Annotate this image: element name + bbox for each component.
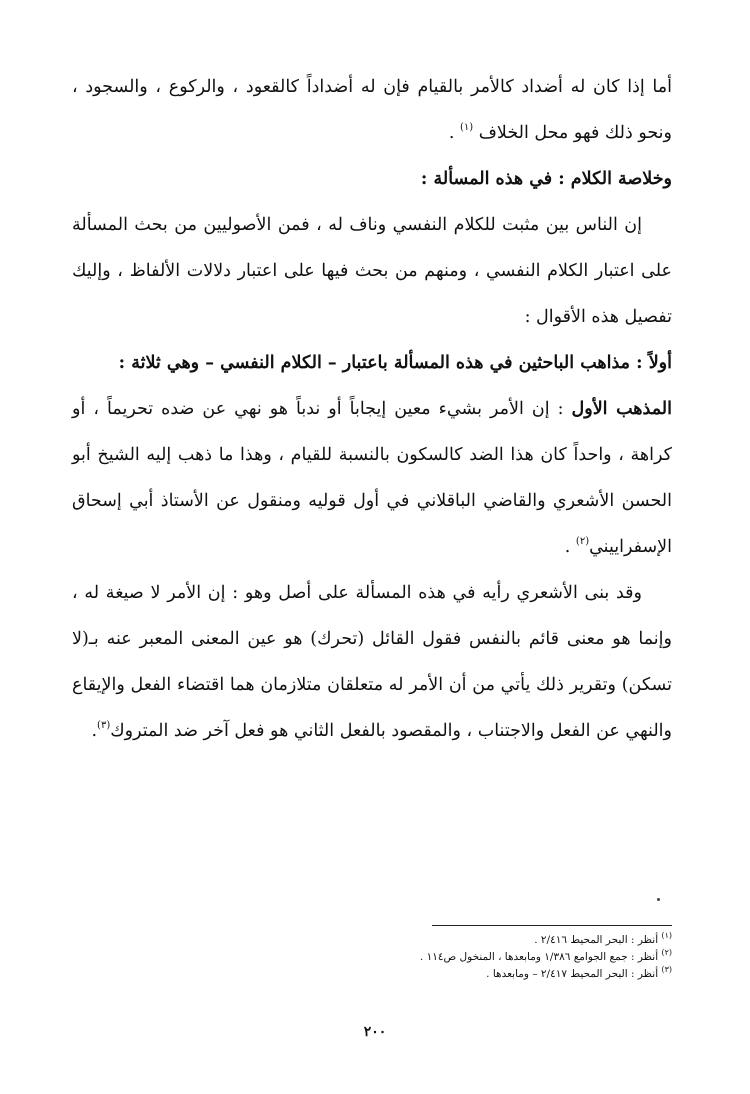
paragraph-3-text: : إن الأمر بشيء معين إيجاباً أو ندباً هو نهي عن ضده تحريماً ، أو كراهة ، واحداً كان هذا الضد كالسكون بالنسبة للقيام ، وهذا ما ذهب إليه الشيخ أبو الحسن الأشعري والقاضي الباقلاني في أول قوليه ومنقول عن الأستاذ أبي إسحاق الإسفراييني	[72, 399, 672, 557]
footnote-3	[300, 966, 672, 982]
paragraph-4	[72, 570, 672, 754]
stray-mark	[657, 898, 660, 901]
footnote-2-text: أنظر : جمع الجوامع ١/٣٨٦ ومابعدها ، المنخول ص١١٤ .	[419, 951, 659, 963]
page-number: ٢٠٠	[363, 1024, 387, 1040]
footnote-ref-1: (١)	[459, 122, 474, 133]
section-heading-schools: أولاً : مذاهب الباحثين في هذه المسألة باعتبار – الكلام النفسي – وهي ثلاثة :	[118, 353, 672, 373]
paragraph-1	[72, 64, 672, 156]
footnote-divider	[432, 925, 672, 926]
paragraph-1-end: .	[448, 123, 460, 143]
paragraph-2: إن الناس بين مثبت للكلام النفسي وناف له ، فمن الأصوليين من بحث المسألة على اعتبار الكلام النفسي ، ومنهم من بحث فيها على اعتبار دلالات الألفاظ ، وإليك تفصيل هذه الأقوال :	[72, 215, 672, 327]
footnote-1-text: أنظر : البحر المحيط ٢/٤١٦ .	[534, 934, 659, 946]
footnotes	[300, 932, 672, 983]
footnote-ref-2: (٢)	[575, 536, 590, 547]
footnote-ref-3: (٣)	[97, 720, 111, 731]
paragraph-4-end: .	[91, 721, 98, 741]
first-school-label: المذهب الأول	[571, 399, 672, 419]
section-heading-summary: وخلاصة الكلام : في هذه المسألة :	[420, 169, 672, 189]
paragraph-1-text: أما إذا كان له أضداد كالأمر بالقيام فإن له أضداداً كالقعود ، والركوع ، والسجود ، ونحو ذلك فهو محل الخلاف	[72, 77, 672, 143]
footnote-1-number: (١)	[661, 931, 672, 940]
main-text	[72, 64, 672, 754]
footnote-2-number: (٢)	[661, 948, 672, 957]
paragraph-4-text: وقد بنى الأشعري رأيه في هذه المسألة على أصل وهو : إن الأمر لا صيغة له ، وإنما هو معنى قائم بالنفس فقول القائل (تحرك) هو عين المعنى المعبر عنه بـ(لا تسكن) وتقرير ذلك يأتي من أن الأمر له متعلقان متلازمان هما اقتضاء الفعل والإيقاع والنهي عن الفعل والاجتناب ، والمقصود بالفعل الثاني هو فعل آخر ضد المتروك	[72, 583, 672, 741]
footnote-1	[300, 932, 672, 948]
footnote-3-number: (٣)	[661, 965, 672, 974]
footnote-2	[300, 949, 672, 965]
paragraph-3	[72, 386, 672, 570]
footnote-3-text: أنظر : البحر المحيط ٢/٤١٧ – ومابعدها .	[486, 968, 659, 980]
paragraph-3-end: .	[564, 537, 576, 557]
